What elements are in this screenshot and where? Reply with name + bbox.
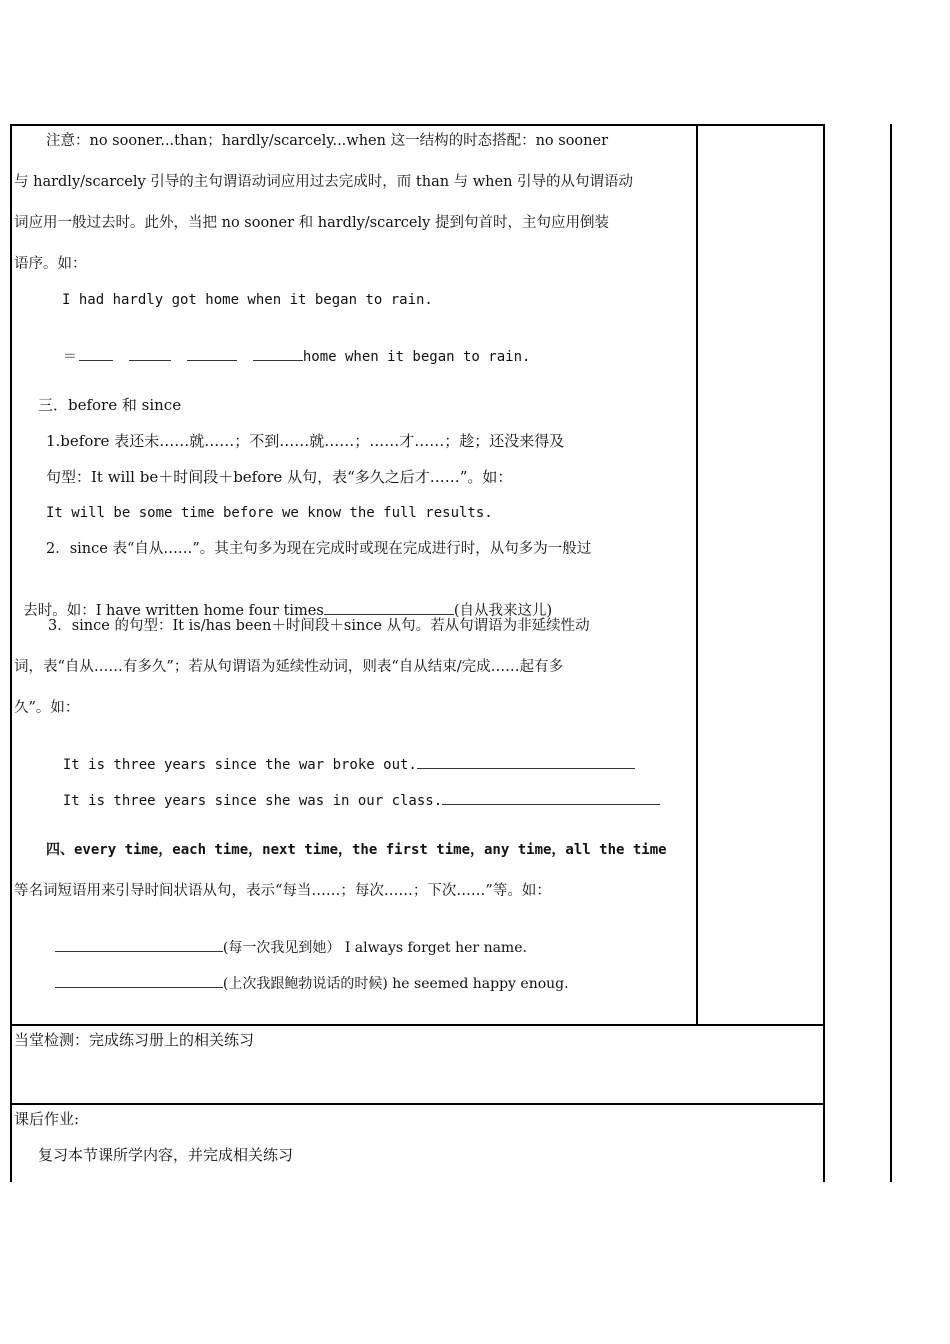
- blank-3: [187, 346, 237, 361]
- note-line-1: 注意：no sooner...than；hardly/scarcely...when 这一结构的时态搭配：no sooner: [46, 133, 609, 149]
- section3-ex1: [46, 734, 635, 775]
- note-example: I had hardly got home when it began to rain.: [62, 292, 433, 308]
- ex2-text: It is three years since she was in our class.: [62, 793, 443, 809]
- p4b-suffix: (自从我来这儿): [453, 603, 553, 619]
- section4-ex2: [46, 953, 569, 994]
- homework-text: 复习本节课所学内容，并完成相关练习: [38, 1146, 294, 1164]
- p4b-prefix: 去时。如：I have written home four times: [23, 603, 324, 619]
- section4-ex1: [46, 917, 527, 958]
- row-divider-check: [10, 1024, 825, 1026]
- section3-p5b: 词，表“自从……有多久”；若从句谓语为延续性动词，则表“自从结束/完成……起有多: [14, 659, 564, 675]
- blank-2: [129, 346, 171, 361]
- section3-p3: It will be some time before we know the full results.: [46, 505, 493, 521]
- homework-label: 课后作业:: [14, 1110, 80, 1128]
- section4-title: 四、every time，each time，next time，the first time，any time，all the time: [46, 842, 667, 858]
- s4-ex2-blank: [55, 973, 223, 988]
- section3-ex2: [46, 770, 660, 811]
- note-line-3: 词应用一般过去时。此外，当把 no sooner 和 hardly/scarcely 提到句首时，主句应用倒装: [14, 215, 609, 231]
- ex1-text: It is three years since the war broke out.: [62, 757, 417, 773]
- section3-p2: 句型：It will be＋时间段＋before 从句，表“多久之后才……”。如：: [46, 468, 513, 486]
- row-divider-homework: [10, 1103, 825, 1105]
- s4-ex1-text: (每一次我见到她） I always forget her name.: [222, 940, 527, 956]
- section3-p4b: [14, 580, 552, 621]
- rewrite-prefix: ＝: [62, 349, 77, 365]
- section3-p5c: 久”。如：: [14, 700, 80, 716]
- section3-p4a: 2．since 表“自从……”。其主句多为现在完成时或现在完成进行时，从句多为一般过: [46, 541, 592, 557]
- section3-p1: 1.before 表还未……就……；不到……就……；……才……；趁；还没来得及: [46, 432, 565, 450]
- outer-right-line: [890, 124, 892, 1182]
- answer-blank-since: [324, 600, 454, 615]
- ex1-blank: [417, 754, 635, 769]
- check-text: 当堂检测：完成练习册上的相关练习: [14, 1031, 255, 1049]
- section3-p5a: 3．since 的句型：It is/has been＋时间段＋since 从句。若从句谓语为非延续性动: [48, 618, 590, 634]
- table-top-border: [10, 124, 825, 126]
- section4-p1: 等名词短语用来引导时间状语从句，表示“每当……；每次……；下次……”等。如：: [14, 883, 551, 899]
- blank-1: [79, 346, 113, 361]
- note-line-4: 语序。如：: [14, 256, 87, 272]
- s4-ex2-text: (上次我跟鲍勃说话的时候) he seemed happy enoug.: [222, 976, 569, 992]
- section3-title: 三．before 和 since: [38, 396, 182, 414]
- column-divider: [696, 124, 698, 1026]
- rewrite-suffix: home when it began to rain.: [302, 349, 531, 365]
- s4-ex1-blank: [55, 937, 223, 952]
- note-line-2: 与 hardly/scarcely 引导的主句谓语动词应用过去完成时，而 than 与 when 引导的从句谓语动: [14, 174, 634, 190]
- note-rewrite: [46, 326, 530, 367]
- blank-4: [253, 346, 303, 361]
- ex2-blank: [442, 790, 660, 805]
